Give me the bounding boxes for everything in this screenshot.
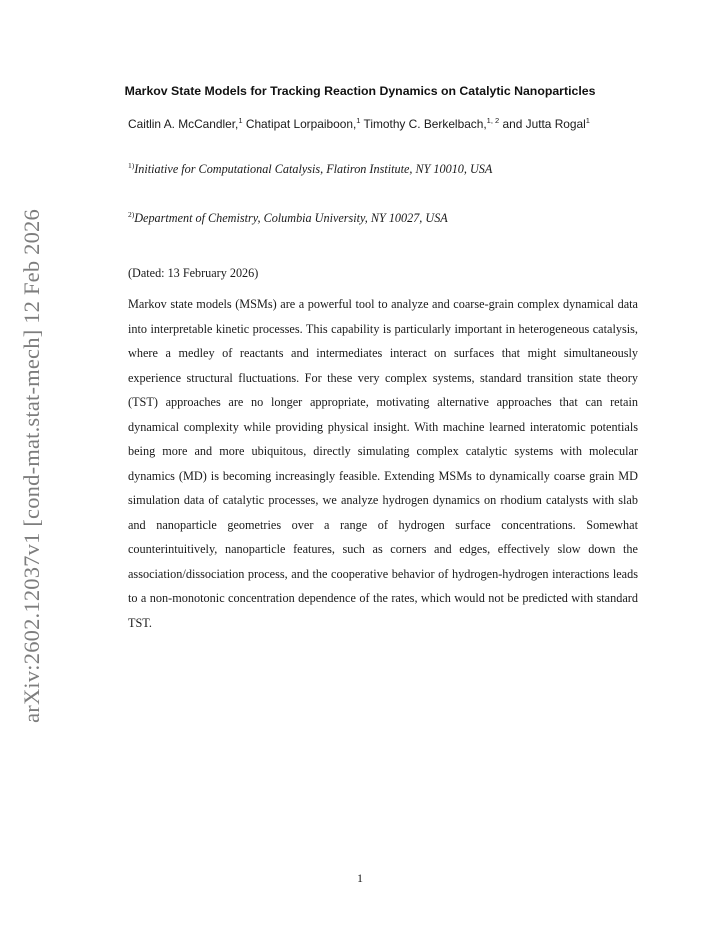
author-name: and Jutta Rogal bbox=[502, 117, 586, 131]
affiliation-mark: 2) bbox=[128, 210, 135, 219]
author-affiliation-mark: 1 bbox=[585, 116, 590, 125]
affiliation bbox=[128, 157, 588, 182]
paper-title: Markov State Models for Tracking Reaction Dynamics on Catalytic Nanoparticles bbox=[124, 84, 596, 98]
author-name: Timothy C. Berkelbach, bbox=[363, 117, 487, 131]
author-name: Caitlin A. McCandler, bbox=[128, 117, 239, 131]
author-list bbox=[128, 112, 618, 136]
author-affiliation-mark: 1 bbox=[238, 116, 243, 125]
affiliation-text: Department of Chemistry, Columbia University, NY 10027, USA bbox=[134, 211, 448, 225]
arxiv-identifier: arXiv:2602.12037v1 [cond-mat.stat-mech] 12 Feb 2026 bbox=[19, 209, 44, 723]
author-affiliation-mark: 1, 2 bbox=[486, 116, 500, 125]
author-name: Chatipat Lorpaiboon, bbox=[245, 117, 357, 131]
abstract: Markov state models (MSMs) are a powerful tool to analyze and coarse-grain complex dynamical data into interpretable kinetic processes. This capability is particularly important in heterogeneous catalysis, where a medley of reactants and intermediates interact on surfaces that might simultaneously experience structural fluctuations. For these very complex systems, standard transition state theory (TST) approaches are no longer appropriate, motivating alternative approaches that can retain dynamical complexity while providing physical insight. With machine learned interatomic potentials being more and more ubiquitous, directly simulating complex catalytic systems with molecular dynamics (MD) is becoming increasingly feasible. Extending MSMs to dynamically coarse grain MD simulation data of catalytic processes, we analyze hydrogen dynamics on rhodium catalysts with slab and nanoparticle geometries over a range of hydrogen surface concentrations. Somewhat counterintuitively, nanoparticle features, such as corners and edges, effectively slow down the association/dissociation process, and the cooperative behavior of hydrogen-hydrogen interactions leads to a non-monotonic concentration dependence of the rates, which would not be predicted with standard TST. bbox=[128, 297, 638, 630]
affiliation-mark: 1) bbox=[128, 161, 135, 170]
affiliation bbox=[128, 206, 588, 231]
dated-line: (Dated: 13 February 2026) bbox=[128, 266, 259, 280]
author-affiliation-mark: 1 bbox=[356, 116, 361, 125]
affiliation-text: Initiative for Computational Catalysis, Flatiron Institute, NY 10010, USA bbox=[134, 162, 493, 176]
page-number: 1 bbox=[357, 871, 363, 885]
